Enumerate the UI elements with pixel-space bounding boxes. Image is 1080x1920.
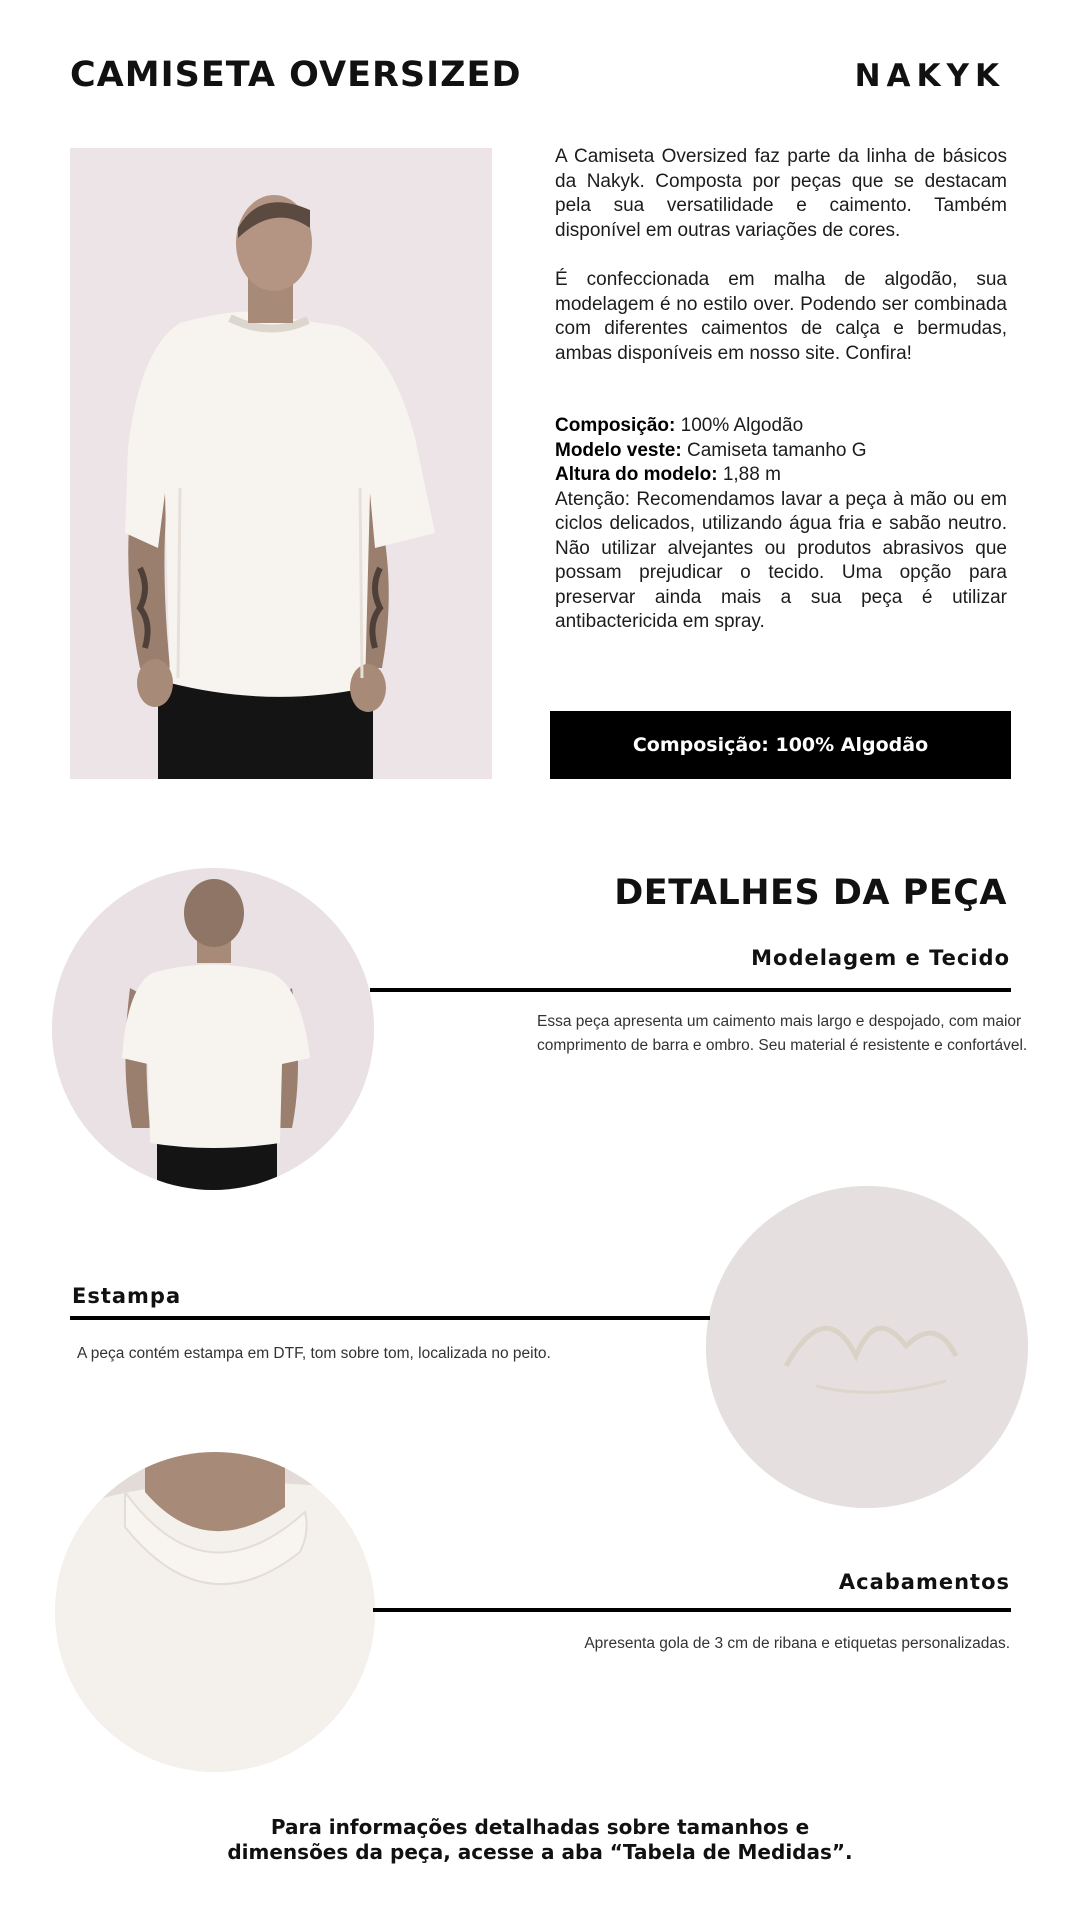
spec-value: 100% Algodão — [675, 415, 804, 436]
spec-value: 1,88 m — [717, 464, 781, 485]
spec-label: Altura do modelo: — [555, 464, 718, 485]
spec-label: Composição: — [555, 415, 676, 436]
print-closeup-photo — [706, 1186, 1028, 1508]
collar-closeup-photo — [55, 1452, 375, 1772]
spec-label: Modelo veste: — [555, 439, 682, 461]
description-paragraph: É confeccionada em malha de algodão, sua modelagem é no estilo over. Podendo ser combinada com diferentes caimentos de calça e bermudas, ambas disponíveis em nosso site. Confira! — [555, 269, 1007, 364]
composition-banner: Composição: 100% Algodão — [550, 711, 1011, 779]
care-instructions: Atenção: Recomendamos lavar a peça à mão ou em ciclos delicados, utilizando água fria e sabão neutro. Não utilizar alvejantes ou produtos abrasivos que possam prejudicar o tecido. Uma opção para preservar ainda mais a sua peça é utilizar antibactericida em spray. — [555, 488, 1007, 632]
product-description — [555, 145, 1007, 635]
section-divider — [70, 1316, 710, 1320]
section-text-line: Essa peça apresenta um caimento mais largo e despojado, com maior — [537, 1013, 1022, 1030]
section-text-line: comprimento de barra e ombro. Seu material é resistente e confortável. — [537, 1037, 1028, 1054]
spec-model-height — [555, 463, 1007, 488]
brand-logo: NAKYK — [854, 58, 1005, 94]
section-heading-modelagem: Modelagem e Tecido — [751, 946, 1010, 970]
section-divider — [370, 988, 1011, 992]
spec-composition — [555, 414, 1007, 439]
description-paragraph: A Camiseta Oversized faz parte da linha de básicos da Nakyk. Composta por peças que se destacam pela sua versatilidade e caimento. Também disponível em outras variações de cores. — [555, 146, 1007, 241]
page-title: CAMISETA OVERSIZED — [70, 55, 522, 95]
spec-model-size — [555, 439, 1007, 464]
section-divider — [373, 1608, 1011, 1612]
section-text-modelagem — [537, 1010, 1027, 1058]
footer-line: dimensões da peça, acesse a aba “Tabela de Medidas”. — [227, 1840, 853, 1864]
section-heading-acabamentos: Acabamentos — [838, 1570, 1010, 1594]
section-heading-estampa: Estampa — [72, 1284, 182, 1308]
size-table-note — [0, 1815, 1080, 1865]
details-title: DETALHES DA PEÇA — [614, 873, 1007, 913]
footer-line: Para informações detalhadas sobre tamanhos e — [270, 1815, 810, 1839]
spec-list — [555, 414, 1007, 488]
section-text-estampa: A peça contém estampa em DTF, tom sobre tom, localizada no peito. — [77, 1345, 551, 1362]
product-photo-back — [52, 868, 374, 1190]
product-photo-front — [70, 148, 492, 779]
spec-value: Camiseta tamanho G — [681, 439, 867, 461]
section-text-acabamentos: Apresenta gola de 3 cm de ribana e etiquetas personalizadas. — [584, 1635, 1010, 1652]
